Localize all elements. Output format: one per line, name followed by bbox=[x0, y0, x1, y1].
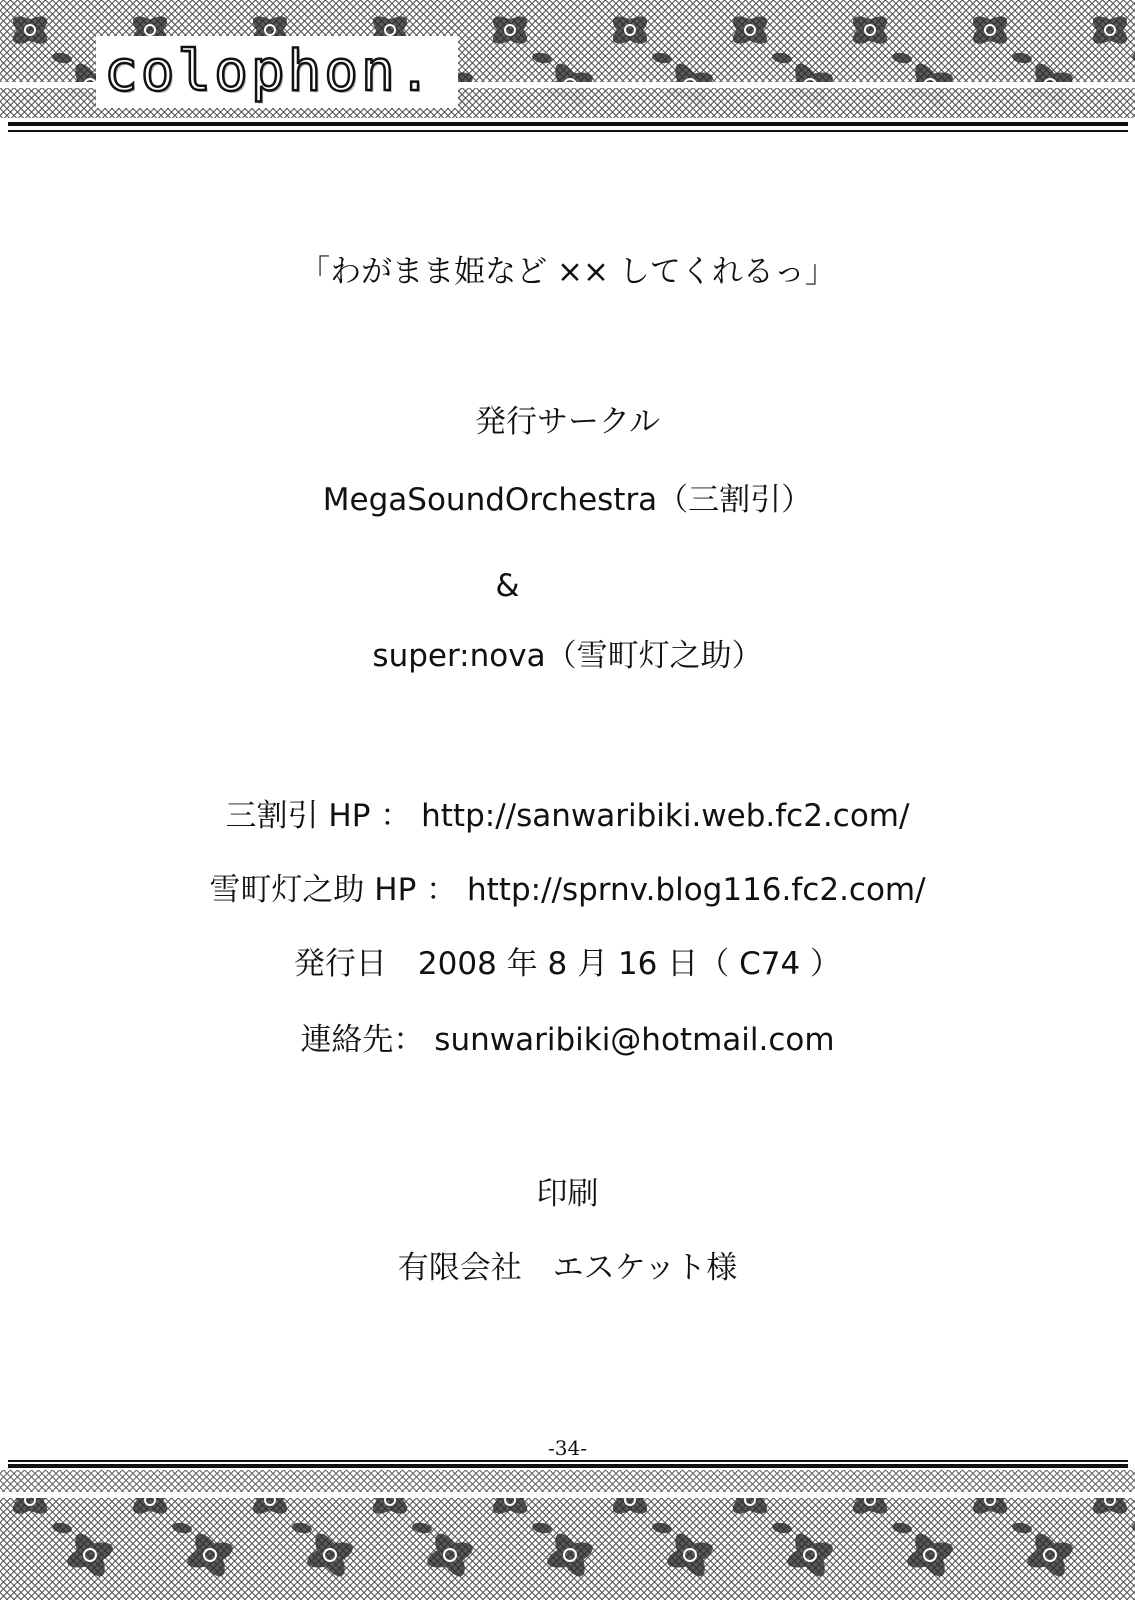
bottom-divider bbox=[8, 1464, 1128, 1468]
contact: 連絡先： sunwaribiki@hotmail.com bbox=[300, 1022, 835, 1058]
circle-label: 発行サークル bbox=[474, 404, 661, 440]
circle-name-1: MegaSoundOrchestra（三割引） bbox=[322, 482, 813, 518]
page-number: -34- bbox=[548, 1436, 587, 1460]
homepage-1: 三割引 HP ： http://sanwaribiki.web.fc2.com/ bbox=[225, 798, 910, 834]
bottom-divider-thin bbox=[8, 1460, 1128, 1462]
book-title: 「わがまま姫など ×× してくれるっ」 bbox=[299, 254, 836, 290]
top-divider bbox=[8, 122, 1128, 126]
printer-name: 有限会社 エスケット様 bbox=[397, 1250, 738, 1286]
publish-date: 発行日 2008 年 8 月 16 日（ C74 ） bbox=[293, 946, 842, 982]
homepage-2: 雪町灯之助 HP ： http://sprnv.blog116.fc2.com/ bbox=[209, 872, 926, 908]
top-divider-thin bbox=[8, 130, 1128, 132]
ampersand: & bbox=[495, 568, 520, 604]
circle-name-2: super:nova（雪町灯之助） bbox=[372, 638, 763, 674]
page-heading: colophon. bbox=[96, 36, 458, 108]
bottom-lace-border bbox=[0, 1470, 1135, 1600]
printing-label: 印刷 bbox=[536, 1176, 599, 1212]
